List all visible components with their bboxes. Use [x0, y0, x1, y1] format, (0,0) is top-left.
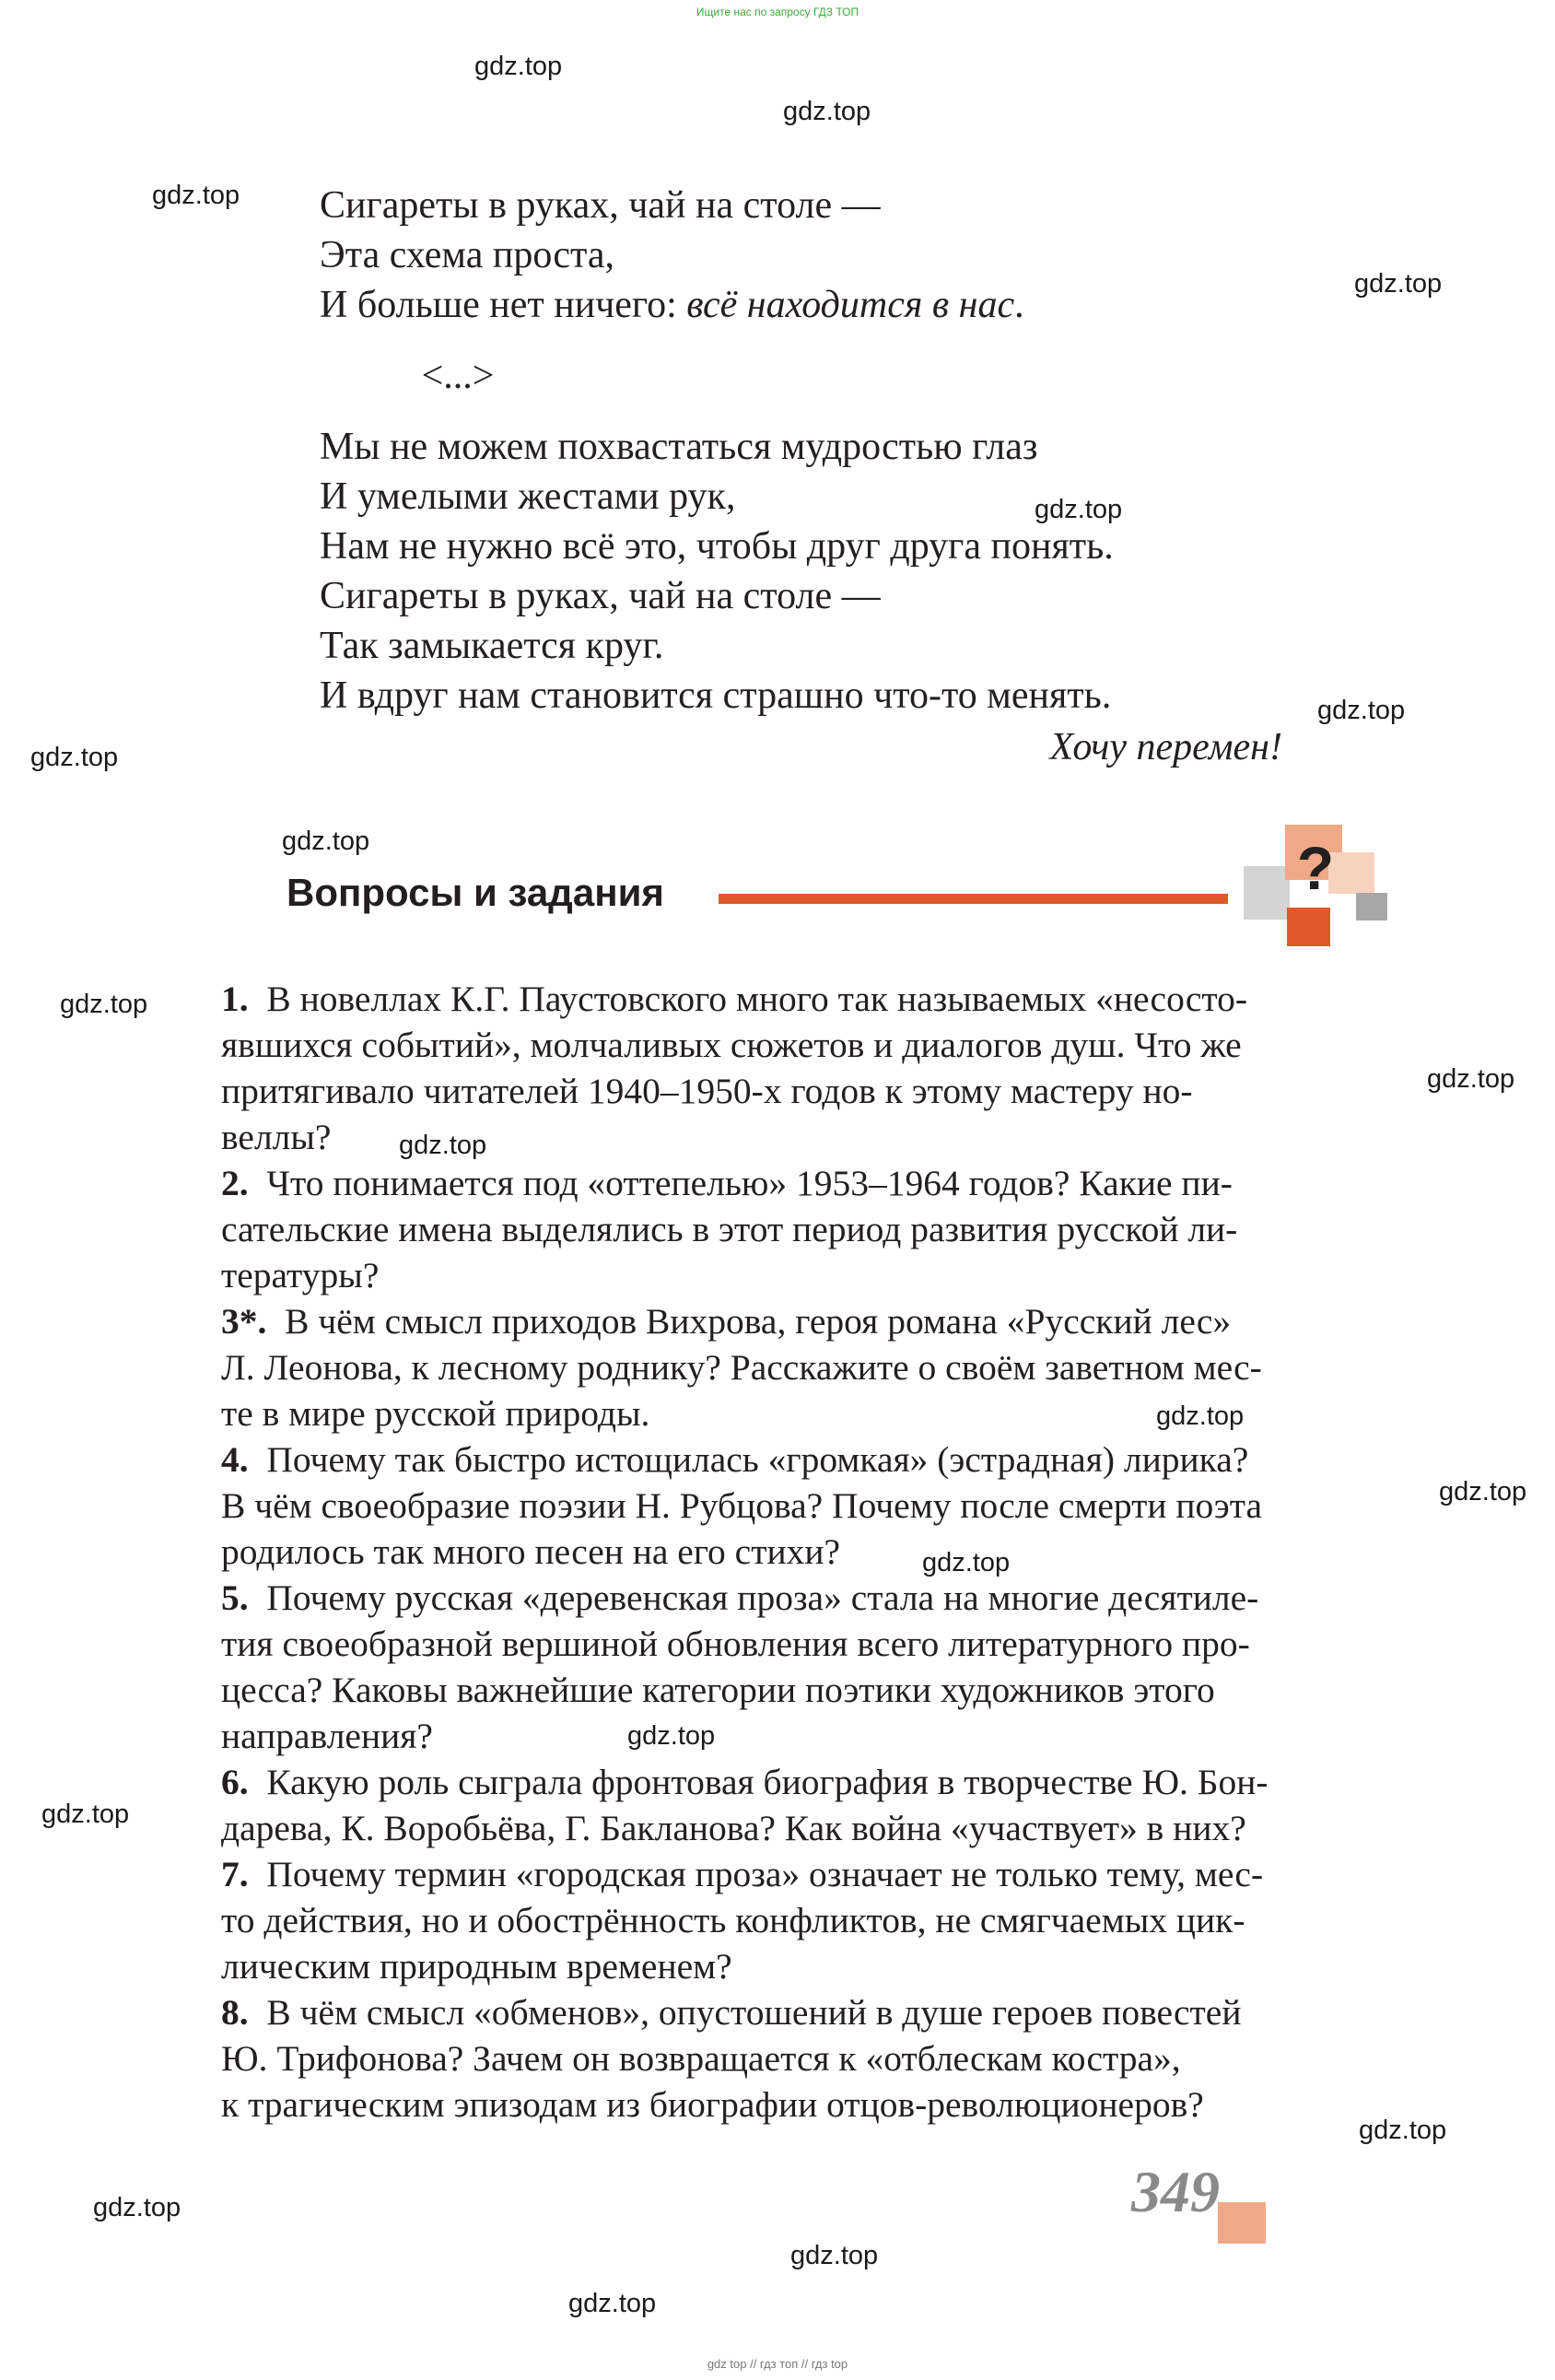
- question-number: 8.: [221, 1992, 249, 2033]
- question-line: [221, 1943, 1385, 1989]
- watermark: gdz.top: [152, 181, 240, 210]
- poem-italic-phrase: всё находится в нас: [686, 284, 1015, 326]
- question-line: [221, 2035, 1385, 2081]
- question-line: [221, 1759, 1385, 1805]
- question-line: [221, 1529, 1385, 1575]
- icon-question-glyph: ?: [1296, 834, 1335, 902]
- question-text: родилось так много песен на его стихи?: [221, 1531, 841, 1572]
- watermark: gdz.top: [1354, 269, 1443, 299]
- section-title: Вопросы и задания: [286, 871, 664, 914]
- icon-square-grey: [1244, 866, 1290, 920]
- watermark: gdz.top: [30, 743, 119, 772]
- question-number: 1.: [221, 979, 249, 1019]
- poem-line: Так замыкается круг.: [320, 625, 664, 667]
- watermark: gdz.top: [60, 990, 148, 1019]
- watermark: gdz.top: [1156, 1401, 1245, 1431]
- question-text: лическим природным временем?: [221, 1946, 732, 1987]
- question-text: В новеллах К.Г. Паустовского много так называемых «несосто-: [266, 979, 1248, 1019]
- question-line: [221, 1068, 1385, 1114]
- question-text: В чём смысл приходов Вихрова, героя романа «Русский лес»: [285, 1301, 1232, 1342]
- question-text: Почему так быстро истощилась «громкая» (эстрадная) лирика?: [266, 1439, 1249, 1480]
- question-line: [221, 1206, 1385, 1252]
- question-line: [221, 1621, 1385, 1667]
- watermark: gdz.top: [568, 2289, 657, 2318]
- question-number: 4.: [221, 1439, 249, 1480]
- poem-line: Нам не нужно всё это, чтобы друг друга понять.: [320, 525, 1114, 568]
- question-text: Какую роль сыграла фронтовая биография в творчестве Ю. Бон-: [266, 1762, 1269, 1802]
- question-text: В чём своеобразие поэзии Н. Рубцова? Почему после смерти поэта: [221, 1485, 1263, 1526]
- question-line: [221, 2081, 1385, 2128]
- poem-line: Сигареты в руках, чай на столе —: [320, 575, 881, 617]
- page-number: 349: [1131, 2159, 1220, 2224]
- question-number: 6.: [221, 1762, 249, 1802]
- question-line: [221, 1897, 1385, 1943]
- question-text: тературы?: [221, 1255, 380, 1296]
- watermark: gdz.top: [1427, 1064, 1515, 1094]
- poem-separator: <...>: [421, 355, 495, 397]
- poem-period: .: [1014, 284, 1024, 326]
- question-line: [221, 976, 1385, 1022]
- watermark: gdz.top: [627, 1721, 716, 1751]
- question-text: цесса? Каковы важнейшие категории поэтики художников этого: [221, 1670, 1215, 1710]
- question-text: тия своеобразной вершиной обновления всего литературного про-: [221, 1624, 1250, 1664]
- question-line: [221, 1483, 1385, 1529]
- question-text: сательские имена выделялись в этот период развития русской ли-: [221, 1209, 1238, 1249]
- poem-line: И умелыми жестами рук,: [320, 475, 736, 518]
- question-text: явшихся событий», молчаливых сюжетов и диалогов душ. Что же: [221, 1025, 1242, 1065]
- question-text: веллы?: [221, 1117, 332, 1157]
- poem-text: И больше нет ничего:: [320, 284, 687, 326]
- section-title-bar: [719, 894, 1228, 904]
- footer-note: gdz top // гдз топ // гдз top: [707, 2357, 848, 2371]
- question-text: Л. Леонова, к лесному роднику? Расскажите о своём заветном мес-: [221, 1347, 1262, 1388]
- top-search-note: Ищите нас по запросу ГДЗ ТОП: [696, 6, 859, 18]
- question-mark-icon: [1234, 825, 1391, 954]
- question-text: то действия, но и обострённость конфликтов, не смягчаемых цик-: [221, 1900, 1245, 1940]
- question-line: [221, 1114, 1385, 1160]
- question-text: к трагическим эпизодам из биографии отцов-революционеров?: [221, 2084, 1204, 2125]
- poem-line: Сигареты в руках, чай на столе —: [320, 184, 881, 227]
- question-line: [221, 1667, 1385, 1713]
- question-text: дарева, К. Воробьёва, Г. Бакланова? Как война «участвует» в них?: [221, 1808, 1246, 1848]
- question-text: Почему русская «деревенская проза» стала на многие десятиле-: [266, 1577, 1259, 1618]
- question-line: [221, 1575, 1385, 1621]
- watermark: gdz.top: [790, 2241, 879, 2270]
- watermark: gdz.top: [474, 52, 563, 81]
- icon-square-dark-grey: [1356, 893, 1387, 920]
- question-number: 5.: [221, 1577, 249, 1618]
- poem-line: И вдруг нам становится страшно что-то менять.: [320, 674, 1112, 717]
- poem-block: [320, 181, 1287, 772]
- question-line: [221, 1805, 1385, 1851]
- question-text: Почему термин «городская проза» означает не только тему, мес-: [266, 1854, 1264, 1894]
- poem-line: Эта схема проста,: [320, 234, 615, 276]
- question-line: [221, 1713, 1385, 1759]
- question-number: 3*.: [221, 1301, 267, 1342]
- watermark: gdz.top: [399, 1131, 487, 1160]
- question-line: [221, 1298, 1385, 1344]
- watermark: gdz.top: [93, 2193, 181, 2222]
- question-line: [221, 1436, 1385, 1483]
- question-number: 7.: [221, 1854, 249, 1894]
- question-text: направления?: [221, 1716, 433, 1756]
- watermark: gdz.top: [41, 1800, 130, 1829]
- question-text: притягивало читателей 1940–1950-х годов к этому мастеру но-: [221, 1071, 1193, 1111]
- watermark: gdz.top: [1035, 495, 1123, 524]
- question-line: [221, 1344, 1385, 1390]
- question-text: те в мире русской природы.: [221, 1393, 650, 1434]
- page-number-marker: [1218, 2202, 1266, 2244]
- question-line: [221, 1252, 1385, 1298]
- poem-line: [320, 280, 1287, 330]
- watermark: gdz.top: [1359, 2116, 1447, 2145]
- question-text: В чём смысл «обменов», опустошений в душе героев повестей: [266, 1992, 1242, 2033]
- watermark: gdz.top: [1439, 1477, 1527, 1507]
- watermark: gdz.top: [783, 97, 871, 126]
- question-line: [221, 1851, 1385, 1897]
- question-line: [221, 1989, 1385, 2035]
- watermark: gdz.top: [922, 1548, 1011, 1577]
- watermark: gdz.top: [282, 827, 370, 856]
- poem-line: Мы не можем похвастаться мудростью глаз: [320, 426, 1038, 468]
- question-number: 2.: [221, 1163, 249, 1203]
- question-line: [221, 1022, 1385, 1068]
- poem-signature: Хочу перемен!: [1049, 726, 1282, 768]
- question-text: Что понимается под «оттепелью» 1953–1964 годов? Какие пи-: [266, 1163, 1233, 1203]
- watermark: gdz.top: [1317, 696, 1406, 725]
- question-line: [221, 1160, 1385, 1206]
- icon-square-orange: [1287, 908, 1330, 946]
- questions-list: [221, 976, 1385, 2128]
- question-text: Ю. Трифонова? Зачем он возвращается к «отблескам костра»,: [221, 2038, 1181, 2079]
